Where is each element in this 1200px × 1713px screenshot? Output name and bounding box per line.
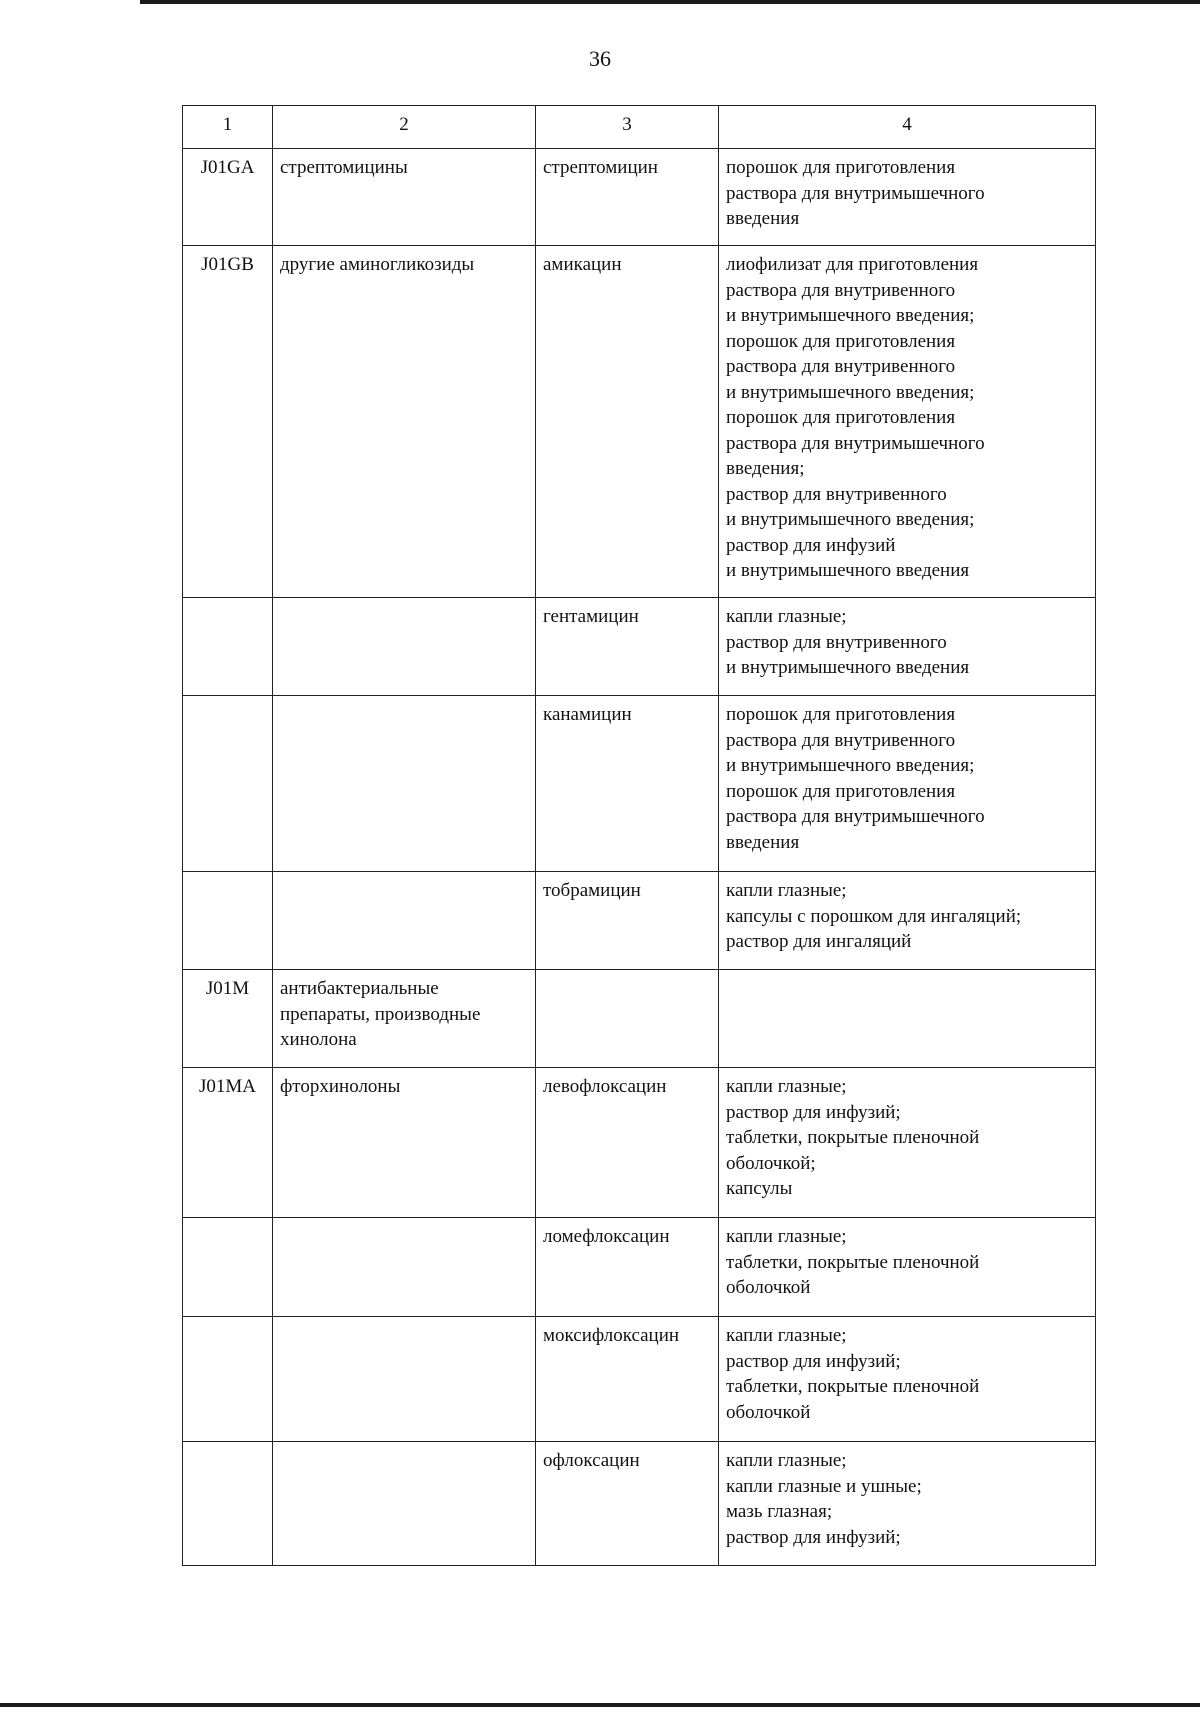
substance-cell: гентамицин <box>536 598 719 696</box>
group-cell: фторхинолоны <box>273 1068 536 1218</box>
substance-cell: тобрамицин <box>536 872 719 970</box>
substance-cell: офлоксацин <box>536 1442 719 1566</box>
header-cell-3: 3 <box>536 106 719 149</box>
group-cell <box>273 598 536 696</box>
substance-cell: моксифлоксацин <box>536 1317 719 1442</box>
group-cell <box>273 696 536 872</box>
group-cell <box>273 1218 536 1317</box>
atc-code-cell <box>183 872 273 970</box>
bottom-scan-rule <box>0 1703 1200 1707</box>
atc-code-cell: J01MA <box>183 1068 273 1218</box>
dosage-forms-cell: капли глазные; таблетки, покрытые пленочной оболочкой <box>719 1218 1096 1317</box>
group-cell <box>273 872 536 970</box>
page-number: 36 <box>589 46 611 71</box>
group-cell: стрептомицины <box>273 149 536 246</box>
table-row <box>183 1218 1096 1317</box>
substance-cell: левофлоксацин <box>536 1068 719 1218</box>
top-scan-rule <box>140 0 1200 4</box>
group-cell: антибактериальные препараты, производные хинолона <box>273 970 536 1068</box>
dosage-forms-cell: капли глазные; капли глазные и ушные; мазь глазная; раствор для инфузий; <box>719 1442 1096 1566</box>
dosage-forms-cell: капли глазные; капсулы с порошком для ингаляций; раствор для ингаляций <box>719 872 1096 970</box>
group-cell <box>273 1442 536 1566</box>
atc-code-cell: J01M <box>183 970 273 1068</box>
dosage-forms-cell: капли глазные; раствор для внутривенного и внутримышечного введения <box>719 598 1096 696</box>
dosage-forms-cell <box>719 970 1096 1068</box>
atc-code-cell <box>183 696 273 872</box>
table-header-row <box>183 106 1096 149</box>
substance-cell: ломефлоксацин <box>536 1218 719 1317</box>
atc-code-cell: J01GB <box>183 246 273 598</box>
substance-cell: стрептомицин <box>536 149 719 246</box>
table-row <box>183 696 1096 872</box>
table-row <box>183 598 1096 696</box>
drug-table <box>182 105 1096 1566</box>
substance-cell: амикацин <box>536 246 719 598</box>
table-row <box>183 1442 1096 1566</box>
atc-code-cell <box>183 598 273 696</box>
table-row <box>183 1068 1096 1218</box>
table-row <box>183 970 1096 1068</box>
table-row <box>183 872 1096 970</box>
atc-code-cell <box>183 1317 273 1442</box>
dosage-forms-cell: капли глазные; раствор для инфузий; таблетки, покрытые пленочной оболочкой <box>719 1317 1096 1442</box>
dosage-forms-cell: порошок для приготовления раствора для внутримышечного введения <box>719 149 1096 246</box>
dosage-forms-cell: порошок для приготовления раствора для внутривенного и внутримышечного введения; порошок для приготовления раствора для внутримышечного введения <box>719 696 1096 872</box>
dosage-forms-cell: лиофилизат для приготовления раствора для внутривенного и внутримышечного введения; порошок для приготовления раствора для внутривенного и внутримышечного введения; порошок для приготовления раствора для внутримышечного введения; раствор для внутривенного и внутримышечного введения; раствор для инфузий и внутримышечного введения <box>719 246 1096 598</box>
group-cell: другие аминогликозиды <box>273 246 536 598</box>
header-cell-1: 1 <box>183 106 273 149</box>
atc-code-cell <box>183 1218 273 1317</box>
substance-cell <box>536 970 719 1068</box>
header-cell-2: 2 <box>273 106 536 149</box>
table-row <box>183 1317 1096 1442</box>
substance-cell: канамицин <box>536 696 719 872</box>
table-row <box>183 149 1096 246</box>
atc-code-cell <box>183 1442 273 1566</box>
table-row <box>183 246 1096 598</box>
header-cell-4: 4 <box>719 106 1096 149</box>
atc-code-cell: J01GA <box>183 149 273 246</box>
group-cell <box>273 1317 536 1442</box>
dosage-forms-cell: капли глазные; раствор для инфузий; таблетки, покрытые пленочной оболочкой; капсулы <box>719 1068 1096 1218</box>
